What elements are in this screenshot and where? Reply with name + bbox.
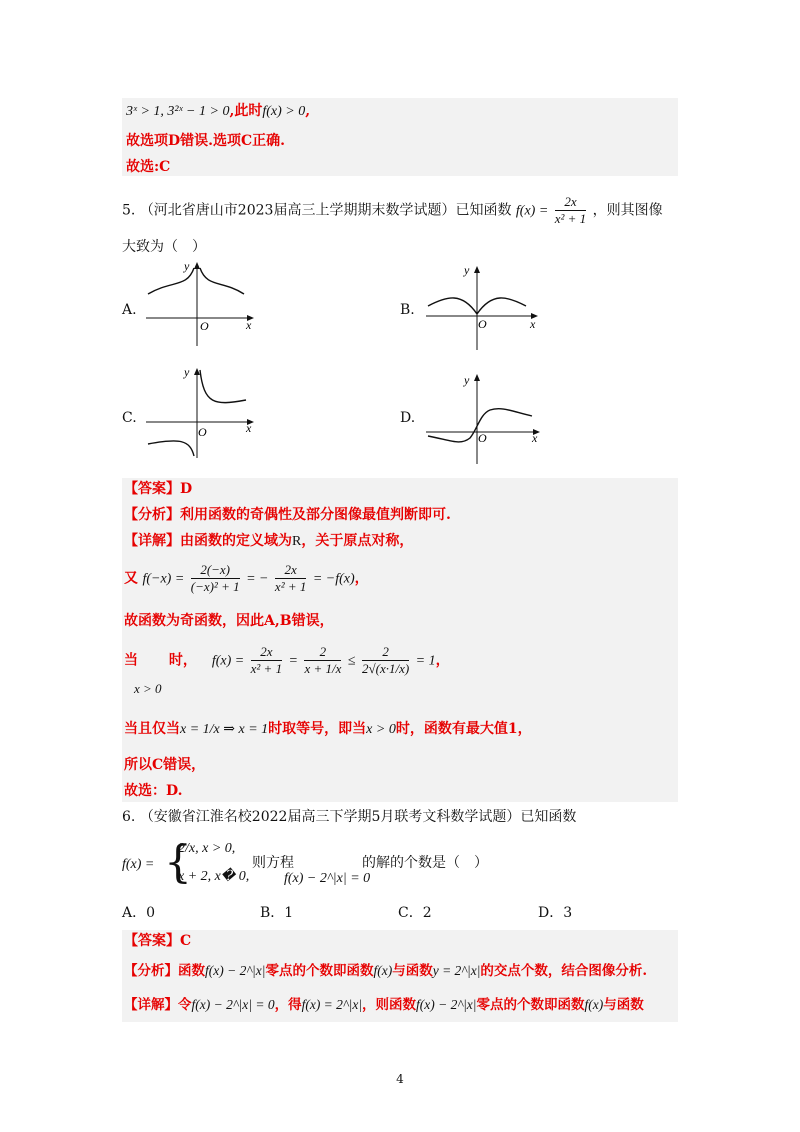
q5-equality-condition: 当且仅当x = 1/x ⇒ x = 1时取等号，即当x > 0时，函数有最大值1， [124, 721, 532, 737]
prev-line-2: 故选项D错误.选项C正确. [126, 133, 286, 149]
q6-option-d: D．3 [538, 905, 573, 921]
q5-odd-conclusion: 故函数为奇函数，因此A,B错误， [124, 613, 334, 629]
option-c-label: C. [122, 410, 137, 426]
q5-answer: 【答案】D [124, 481, 193, 497]
q6-option-c: C．2 [398, 905, 432, 921]
q5-c-wrong: 所以C错误， [124, 757, 206, 773]
graph-d-x-label: x [532, 431, 538, 445]
option-d-label: D. [400, 410, 416, 426]
q5-choose: 故选：D. [124, 783, 183, 799]
q5-condition: x > 0 [134, 681, 162, 696]
graph-c [142, 364, 262, 460]
q5-analysis: 【分析】利用函数的奇偶性及部分图像最值判断即可. [124, 507, 451, 523]
graph-c-origin: O [198, 425, 207, 439]
option-b-label: B. [400, 302, 415, 318]
graph-a [142, 258, 262, 348]
q5-stem-line2: 大致为（ ） [122, 239, 206, 255]
q5-inequality: 当 时， f(x) = $\frac{2x}{\text{x² + 1}}$ = $\frac{2}{x + 1/x}$ ≤ $\frac{2}{2√(x\cdot 1/x)}$ = 1， [124, 644, 450, 676]
q6-analysis: 【分析】函数f(x) − 2^|x|零点的个数即函数f(x)与函数y = 2^|x|的交点个数，结合图像分析. [124, 963, 648, 979]
q6-stem: 6. （安徽省江淮名校2022届高三下学期5月联考文科数学试题）已知函数 [122, 809, 577, 825]
graph-b-origin: O [478, 317, 487, 331]
q6-detail: 【详解】令f(x) − 2^|x| = 0，得f(x) = 2^|x|，则函数f(x) − 2^|x|零点的个数即函数f(x)与函数 [124, 997, 644, 1013]
graph-d [422, 370, 546, 466]
graph-c-y-label: y [184, 365, 190, 379]
option-a-label: A. [122, 302, 137, 318]
q6-option-a: A．0 [122, 905, 156, 921]
graph-b [422, 262, 542, 352]
graph-a-y-label: y [184, 259, 190, 273]
q6-option-b: B．1 [260, 905, 294, 921]
document-page: 3ˣ > 1, 3²ˣ − 1 > 0,此时f(x) > 0, 故选项D错误.选项C正确. 故选:C 5. （河北省唐山市2023届高三上学期期末数学试题）已知函数 f(x) = $\frac{2x}{\text{x² + 1}}$ ，则其图像 大致为（ ） A. y x O B. y x O C. y x O D. y x O 【答案】D 【分析】利用函数的奇偶性及部分图像最值判断即可. 【详解】由函数的定义域为R，关于原点对称， 又 f(−x) = $\frac{2(-x)}{\text{(−x)² + 1}}$ = − $\frac{2x}{\text{x² + 1}}$ = −f(x)， 故函数为奇函数，因此A,B错误， 当 时， f(x) = $\frac{2x}{\text{x² + 1}}$ = $\frac{2}{x + 1/x}$ ≤ $\frac{2}{2√(x\cdot 1/x)}$ = 1， x > 0 当且仅当x = 1/x ⇒ x = 1时取等号，即当x > 0时，函数有最大值1， 所以C错误， 故选：D. 6. （安徽省江淮名校2022届高三下学期5月联考文科数学试题）已知函数 f(x) = { 2/x, x > 0, x + 2, x� 0, 则方程 f(x) − 2^|x| = 0 的解的个数是（ ） A．0 B．1 C．2 D．3 【答案】C 【分析】函数f(x) − 2^|x|零点的个数即函数f(x)与函数y = 2^|x|的交点个数，结合图像分析. 【详解】令f(x) − 2^|x| = 0，得f(x) = 2^|x|，则函数f(x) − 2^|x|零点的个数即函数f(x)与函数 4 [0, 0, 800, 1132]
graph-b-y-label: y [464, 263, 470, 277]
graph-a-origin: O [200, 319, 209, 333]
q5-stem: 5. （河北省唐山市2023届高三上学期期末数学试题）已知函数 f(x) = $\frac{2x}{\text{x² + 1}}$ ，则其图像 [122, 194, 663, 226]
graph-a-x-label: x [246, 318, 252, 332]
q5-fraction: $\frac{2x}{\text{x² + 1}}$ [554, 194, 587, 226]
prev-line-3: 故选:C [126, 159, 171, 175]
q6-answer: 【答案】C [124, 933, 192, 949]
graph-d-y-label: y [464, 373, 470, 387]
graph-b-x-label: x [530, 317, 536, 331]
q5-odd-equation: 又 f(−x) = $\frac{2(-x)}{\text{(−x)² + 1}}$ = − $\frac{2x}{\text{x² + 1}}$ = −f(x)， [124, 562, 369, 594]
prev-line-1: 3ˣ > 1, 3²ˣ − 1 > 0,此时f(x) > 0, [126, 103, 311, 119]
graph-d-origin: O [478, 431, 487, 445]
q5-answer-block [122, 478, 678, 802]
page-number: 4 [396, 1072, 404, 1086]
graph-c-x-label: x [246, 421, 252, 435]
q5-detail: 【详解】由函数的定义域为R，关于原点对称， [124, 533, 414, 549]
